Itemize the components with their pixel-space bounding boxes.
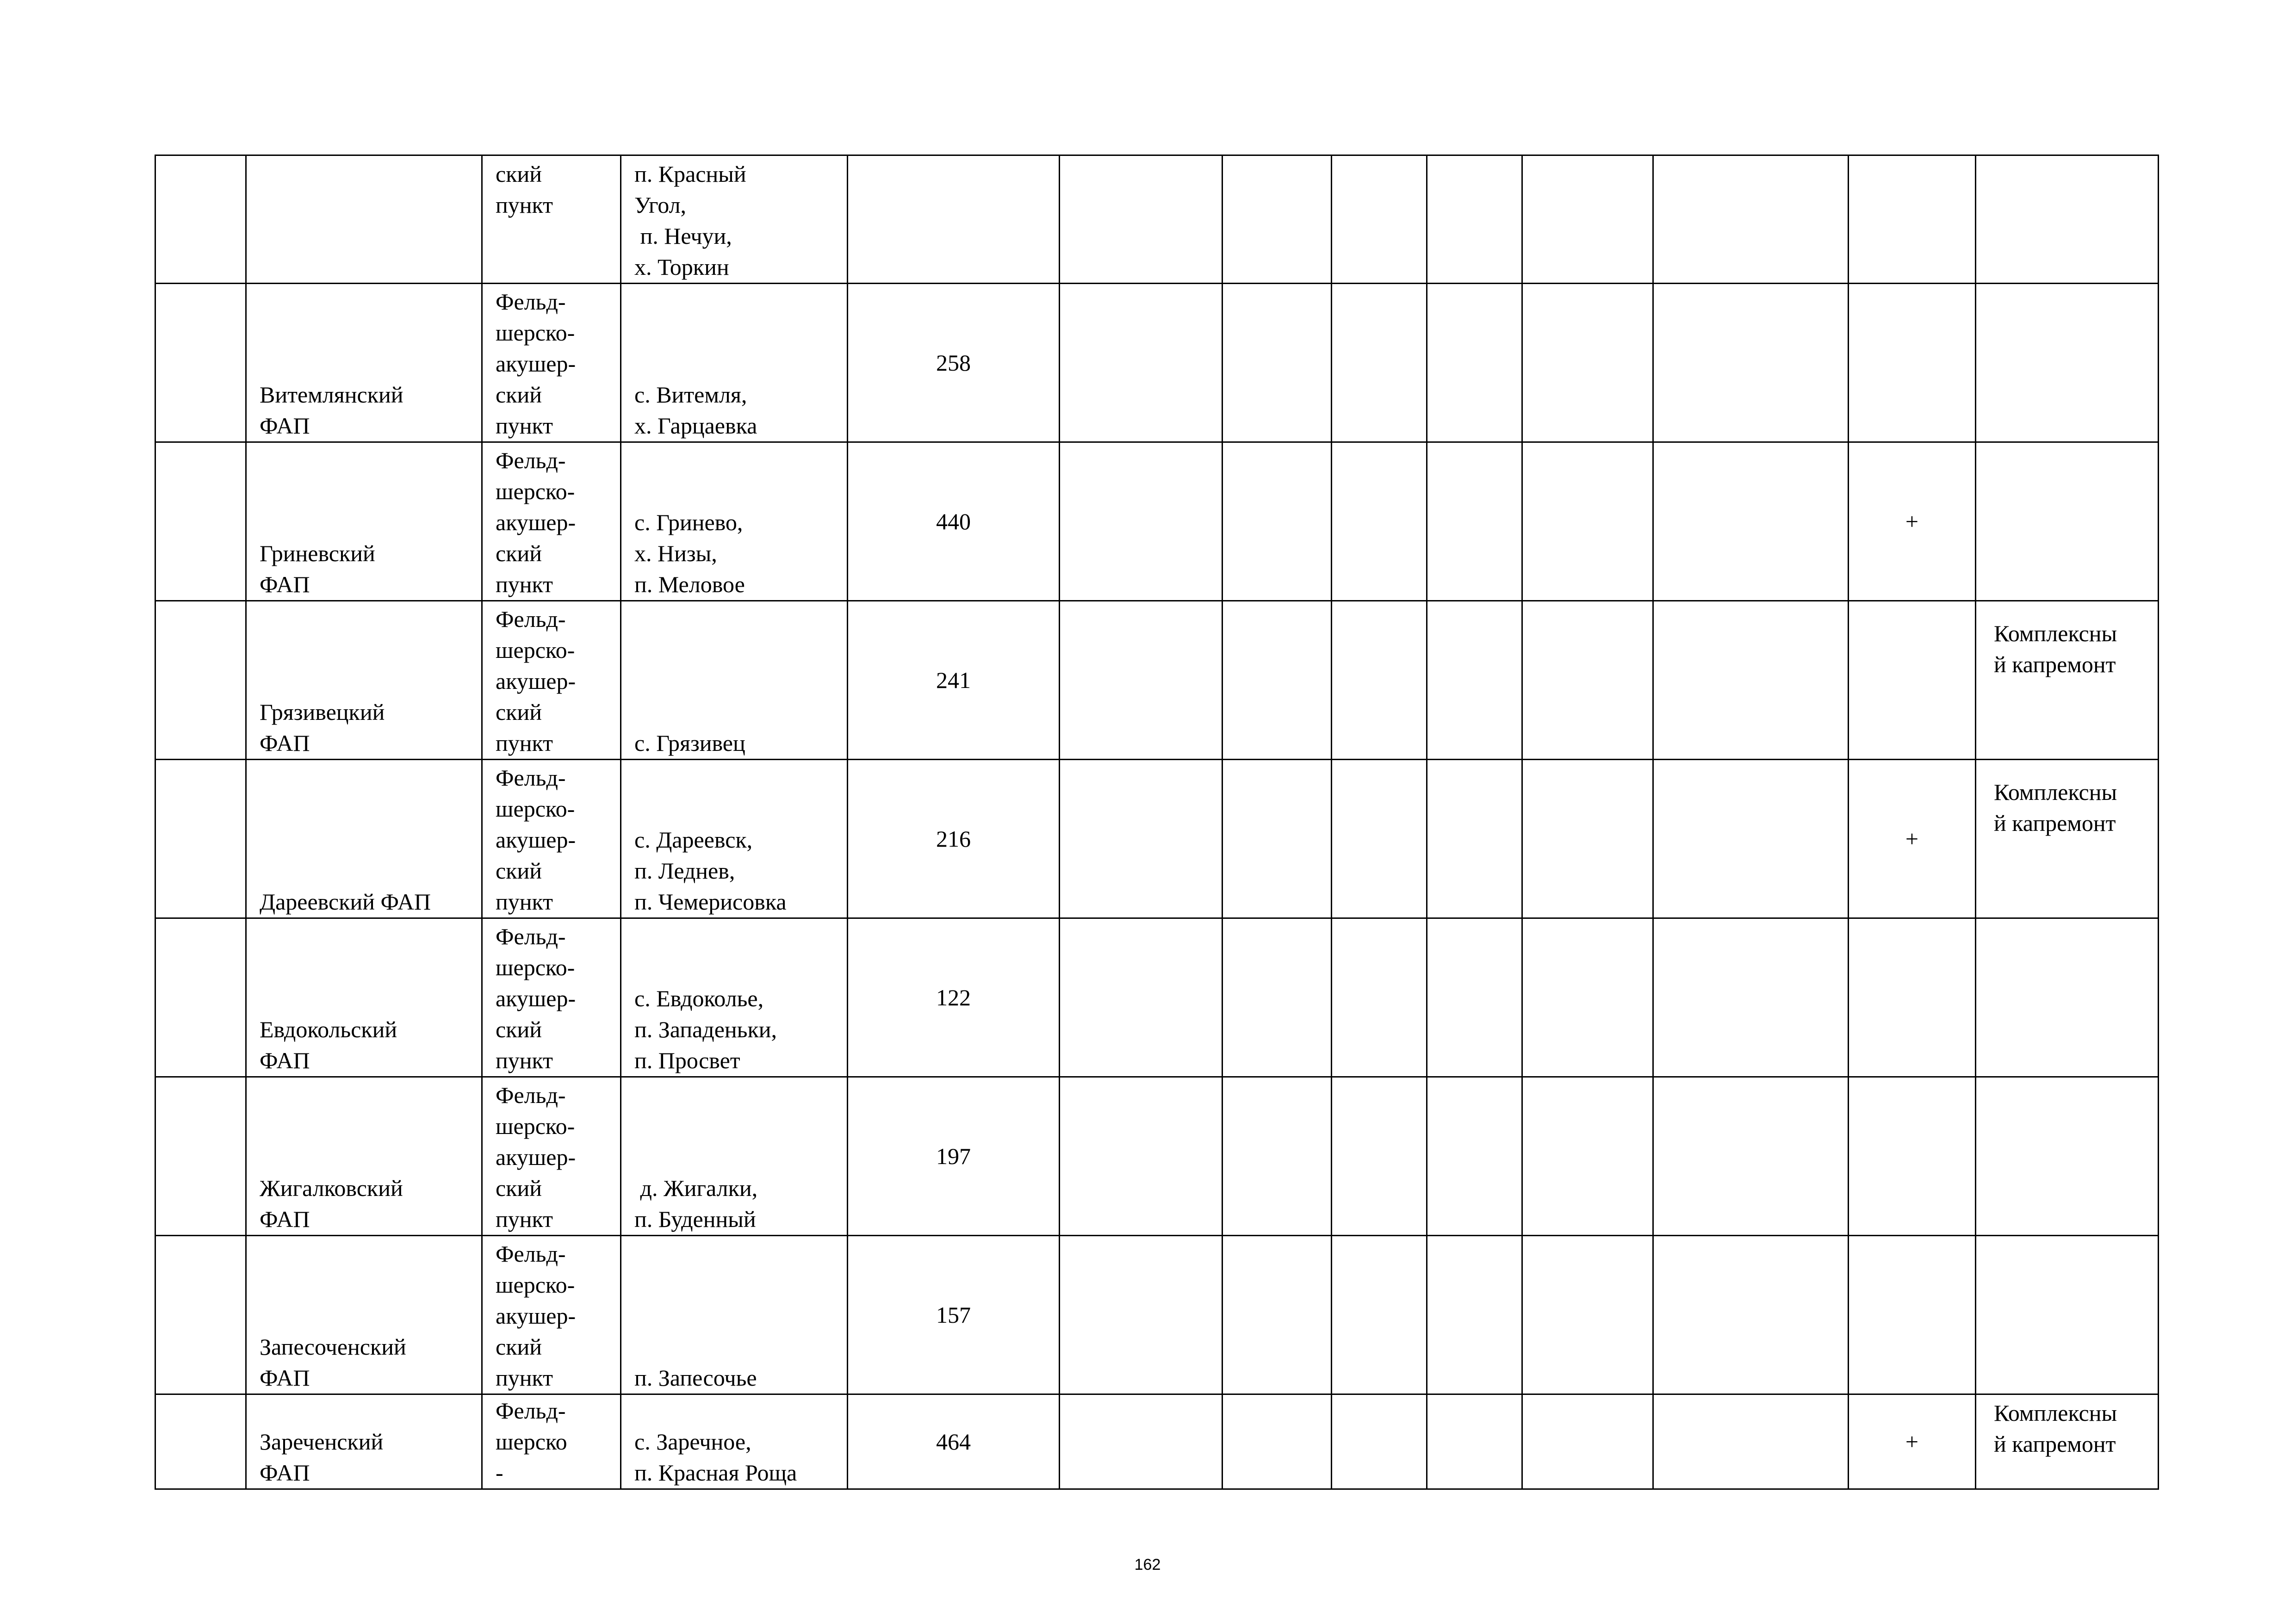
cell-line: Фельд- bbox=[496, 447, 566, 473]
cell-empty bbox=[1222, 918, 1332, 1077]
cell-empty bbox=[1522, 284, 1653, 442]
cell-line: Жигалковский bbox=[260, 1175, 403, 1201]
table-row bbox=[155, 442, 2159, 601]
cell-places bbox=[621, 1394, 848, 1489]
cell-empty bbox=[1522, 1077, 1653, 1236]
cell-empty bbox=[155, 1236, 246, 1394]
cell-type bbox=[482, 918, 621, 1077]
cell-empty bbox=[1427, 601, 1522, 760]
cell-empty bbox=[1653, 442, 1849, 601]
cell-line: ский bbox=[496, 858, 542, 884]
cell-line: ский bbox=[496, 382, 542, 408]
cell-plus-mark: + bbox=[1849, 1394, 1976, 1489]
cell-empty bbox=[1522, 442, 1653, 601]
table-row bbox=[155, 1236, 2159, 1394]
table-row bbox=[155, 1077, 2159, 1236]
cell-line: й капремонт bbox=[1994, 651, 2116, 677]
cell-plus-mark bbox=[1849, 918, 1976, 1077]
cell-empty bbox=[1427, 442, 1522, 601]
cell-line: п. Меловое bbox=[634, 571, 745, 597]
cell-name bbox=[246, 442, 482, 601]
cell-line: Фельд- bbox=[496, 1241, 566, 1267]
cell-empty bbox=[1427, 155, 1522, 284]
cell-empty bbox=[1222, 1394, 1332, 1489]
cell-note bbox=[1976, 442, 2159, 601]
cell-plus-mark bbox=[1849, 1236, 1976, 1394]
cell-line: п. Просвет bbox=[634, 1047, 740, 1073]
table-row bbox=[155, 918, 2159, 1077]
cell-line: ФАП bbox=[260, 1047, 310, 1073]
cell-line: с. Дареевск, bbox=[634, 827, 753, 853]
cell-empty bbox=[1427, 1394, 1522, 1489]
cell-note bbox=[1976, 155, 2159, 284]
cell-line: пункт bbox=[496, 889, 553, 915]
cell-population: 241 bbox=[848, 601, 1060, 760]
cell-line: х. Гарцаевка bbox=[634, 413, 757, 439]
cell-empty bbox=[1332, 918, 1427, 1077]
cell-empty bbox=[1060, 1394, 1222, 1489]
cell-note bbox=[1976, 918, 2159, 1077]
cell-line: ФАП bbox=[260, 1206, 310, 1232]
cell-line: шерско- bbox=[496, 320, 575, 346]
cell-line: акушер- bbox=[496, 827, 576, 853]
cell-line: й капремонт bbox=[1994, 1431, 2116, 1457]
cell-type bbox=[482, 442, 621, 601]
cell-empty bbox=[1060, 284, 1222, 442]
cell-empty bbox=[1522, 918, 1653, 1077]
cell-empty bbox=[1653, 284, 1849, 442]
cell-places bbox=[621, 155, 848, 284]
cell-note bbox=[1976, 1236, 2159, 1394]
cell-type bbox=[482, 284, 621, 442]
cell-line: х. Низы, bbox=[634, 540, 717, 566]
cell-line: Зареченский bbox=[260, 1429, 384, 1455]
cell-line: с. Заречное, bbox=[634, 1429, 751, 1455]
cell-line: шерско bbox=[496, 1429, 567, 1455]
cell-empty bbox=[1222, 442, 1332, 601]
cell-name bbox=[246, 155, 482, 284]
cell-line: шерско- bbox=[496, 1113, 575, 1139]
cell-line: акушер- bbox=[496, 668, 576, 694]
cell-population: 157 bbox=[848, 1236, 1060, 1394]
cell-line: Гриневский bbox=[260, 540, 375, 566]
cell-line: ФАП bbox=[260, 1365, 310, 1391]
cell-line: с. Евдоколье, bbox=[634, 985, 764, 1011]
cell-line: ский bbox=[496, 1175, 542, 1201]
cell-line: с. Витемля, bbox=[634, 382, 747, 408]
cell-population: 258 bbox=[848, 284, 1060, 442]
cell-empty bbox=[155, 284, 246, 442]
cell-line: пункт bbox=[496, 413, 553, 439]
table-row bbox=[155, 155, 2159, 284]
cell-empty bbox=[1653, 760, 1849, 918]
cell-empty bbox=[155, 1077, 246, 1236]
cell-note bbox=[1976, 1077, 2159, 1236]
cell-line: ский bbox=[496, 1016, 542, 1042]
cell-line: Дареевский ФАП bbox=[260, 889, 431, 915]
cell-line: Угол, bbox=[634, 192, 687, 218]
cell-empty bbox=[1060, 442, 1222, 601]
cell-empty bbox=[1332, 760, 1427, 918]
facilities-table bbox=[155, 155, 2159, 1490]
cell-empty bbox=[1427, 918, 1522, 1077]
cell-population bbox=[848, 155, 1060, 284]
cell-empty bbox=[1522, 601, 1653, 760]
table-row bbox=[155, 1394, 2159, 1489]
cell-empty bbox=[1653, 601, 1849, 760]
cell-line: шерско- bbox=[496, 954, 575, 980]
table-row bbox=[155, 760, 2159, 918]
cell-note bbox=[1976, 1394, 2159, 1489]
cell-empty bbox=[1060, 155, 1222, 284]
cell-line: Евдокольский bbox=[260, 1016, 397, 1042]
cell-line: с. Гринево, bbox=[634, 509, 743, 535]
cell-type bbox=[482, 760, 621, 918]
cell-name bbox=[246, 1236, 482, 1394]
cell-plus-mark bbox=[1849, 1077, 1976, 1236]
cell-line: х. Торкин bbox=[634, 254, 729, 280]
cell-places bbox=[621, 442, 848, 601]
cell-line: шерско- bbox=[496, 1272, 575, 1298]
cell-line: Фельд- bbox=[496, 289, 566, 315]
cell-plus-mark: + bbox=[1849, 442, 1976, 601]
cell-population: 197 bbox=[848, 1077, 1060, 1236]
cell-line: акушер- bbox=[496, 351, 576, 377]
cell-line: п. Запесочье bbox=[634, 1365, 757, 1391]
cell-line: Комплексны bbox=[1994, 779, 2117, 805]
cell-line: акушер- bbox=[496, 1303, 576, 1329]
cell-note bbox=[1976, 284, 2159, 442]
cell-empty bbox=[1522, 760, 1653, 918]
cell-line: Запесоченский bbox=[260, 1334, 406, 1360]
cell-type bbox=[482, 1394, 621, 1489]
cell-empty bbox=[1060, 601, 1222, 760]
cell-places bbox=[621, 760, 848, 918]
cell-empty bbox=[1332, 442, 1427, 601]
cell-empty bbox=[1653, 1236, 1849, 1394]
cell-line: пункт bbox=[496, 1047, 553, 1073]
cell-line: Фельд- bbox=[496, 923, 566, 949]
cell-population: 122 bbox=[848, 918, 1060, 1077]
cell-empty bbox=[1332, 1236, 1427, 1394]
cell-empty bbox=[1060, 1077, 1222, 1236]
cell-empty bbox=[1427, 284, 1522, 442]
cell-note bbox=[1976, 601, 2159, 760]
cell-line: Комплексны bbox=[1994, 620, 2117, 646]
cell-line: ский bbox=[496, 699, 542, 725]
cell-empty bbox=[1653, 1394, 1849, 1489]
cell-line: ФАП bbox=[260, 1460, 310, 1486]
cell-type bbox=[482, 601, 621, 760]
cell-line: пункт bbox=[496, 192, 553, 218]
cell-places bbox=[621, 918, 848, 1077]
cell-name bbox=[246, 760, 482, 918]
cell-places bbox=[621, 601, 848, 760]
cell-empty bbox=[1427, 1236, 1522, 1394]
cell-note bbox=[1976, 760, 2159, 918]
cell-population: 216 bbox=[848, 760, 1060, 918]
cell-empty bbox=[1522, 1394, 1653, 1489]
cell-empty bbox=[1222, 1077, 1332, 1236]
cell-line: п. Западеньки, bbox=[634, 1016, 777, 1042]
cell-line: с. Грязивец bbox=[634, 730, 745, 756]
cell-line: й капремонт bbox=[1994, 810, 2116, 836]
cell-empty bbox=[155, 601, 246, 760]
cell-line: п. Буденный bbox=[634, 1206, 756, 1232]
cell-line: пункт bbox=[496, 1206, 553, 1232]
cell-type bbox=[482, 155, 621, 284]
cell-empty bbox=[1060, 760, 1222, 918]
cell-empty bbox=[1060, 918, 1222, 1077]
cell-name bbox=[246, 1394, 482, 1489]
cell-plus-mark: + bbox=[1849, 760, 1976, 918]
cell-empty bbox=[1222, 601, 1332, 760]
cell-line: акушер- bbox=[496, 509, 576, 535]
table-row bbox=[155, 284, 2159, 442]
cell-line: ФАП bbox=[260, 730, 310, 756]
cell-places bbox=[621, 1236, 848, 1394]
cell-empty bbox=[1332, 1077, 1427, 1236]
cell-empty bbox=[1653, 918, 1849, 1077]
cell-line: шерско- bbox=[496, 637, 575, 663]
cell-empty bbox=[1332, 601, 1427, 760]
cell-empty bbox=[1332, 284, 1427, 442]
cell-line: - bbox=[496, 1460, 503, 1486]
cell-empty bbox=[155, 442, 246, 601]
cell-line: Фельд- bbox=[496, 606, 566, 632]
cell-empty bbox=[1332, 155, 1427, 284]
cell-line: ФАП bbox=[260, 571, 310, 597]
cell-name bbox=[246, 284, 482, 442]
cell-line: пункт bbox=[496, 730, 553, 756]
cell-name bbox=[246, 601, 482, 760]
cell-type bbox=[482, 1236, 621, 1394]
cell-line: ФАП bbox=[260, 413, 310, 439]
cell-empty bbox=[1427, 1077, 1522, 1236]
page-number: 162 bbox=[1134, 1556, 1161, 1573]
cell-plus-mark bbox=[1849, 284, 1976, 442]
cell-line: Фельд- bbox=[496, 1398, 566, 1424]
cell-empty bbox=[155, 918, 246, 1077]
cell-empty bbox=[1222, 284, 1332, 442]
cell-line: Витемлянский bbox=[260, 382, 403, 408]
cell-line: п. Леднев, bbox=[634, 858, 735, 884]
cell-line: д. Жигалки, bbox=[634, 1175, 758, 1201]
cell-line: ский bbox=[496, 1334, 542, 1360]
cell-empty bbox=[1653, 1077, 1849, 1236]
cell-population: 440 bbox=[848, 442, 1060, 601]
cell-plus-mark bbox=[1849, 601, 1976, 760]
cell-plus-mark bbox=[1849, 155, 1976, 284]
cell-line: шерско- bbox=[496, 478, 575, 504]
cell-empty bbox=[155, 1394, 246, 1489]
cell-empty bbox=[155, 760, 246, 918]
table-row bbox=[155, 601, 2159, 760]
cell-line: Грязивецкий bbox=[260, 699, 385, 725]
cell-line: п. Нечуи, bbox=[634, 223, 732, 249]
cell-empty bbox=[1653, 155, 1849, 284]
cell-line: Комплексны bbox=[1994, 1400, 2117, 1426]
cell-line: шерско- bbox=[496, 796, 575, 822]
cell-empty bbox=[1522, 155, 1653, 284]
cell-line: Фельд- bbox=[496, 1082, 566, 1108]
cell-line: Фельд- bbox=[496, 765, 566, 791]
cell-line: пункт bbox=[496, 1365, 553, 1391]
cell-empty bbox=[1222, 760, 1332, 918]
cell-line: п. Красная Роща bbox=[634, 1460, 797, 1486]
cell-line: п. Красный bbox=[634, 161, 746, 187]
cell-empty bbox=[1222, 1236, 1332, 1394]
cell-empty bbox=[155, 155, 246, 284]
cell-population: 464 bbox=[848, 1394, 1060, 1489]
cell-line: ский bbox=[496, 161, 542, 187]
cell-line: акушер- bbox=[496, 985, 576, 1011]
cell-empty bbox=[1427, 760, 1522, 918]
cell-line: п. Чемерисовка bbox=[634, 889, 787, 915]
cell-name bbox=[246, 918, 482, 1077]
cell-empty bbox=[1060, 1236, 1222, 1394]
cell-places bbox=[621, 284, 848, 442]
cell-empty bbox=[1222, 155, 1332, 284]
cell-type bbox=[482, 1077, 621, 1236]
cell-line: акушер- bbox=[496, 1144, 576, 1170]
cell-empty bbox=[1332, 1394, 1427, 1489]
cell-line: пункт bbox=[496, 571, 553, 597]
cell-name bbox=[246, 1077, 482, 1236]
cell-empty bbox=[1522, 1236, 1653, 1394]
cell-places bbox=[621, 1077, 848, 1236]
cell-line: ский bbox=[496, 540, 542, 566]
table-body bbox=[155, 155, 2159, 1489]
